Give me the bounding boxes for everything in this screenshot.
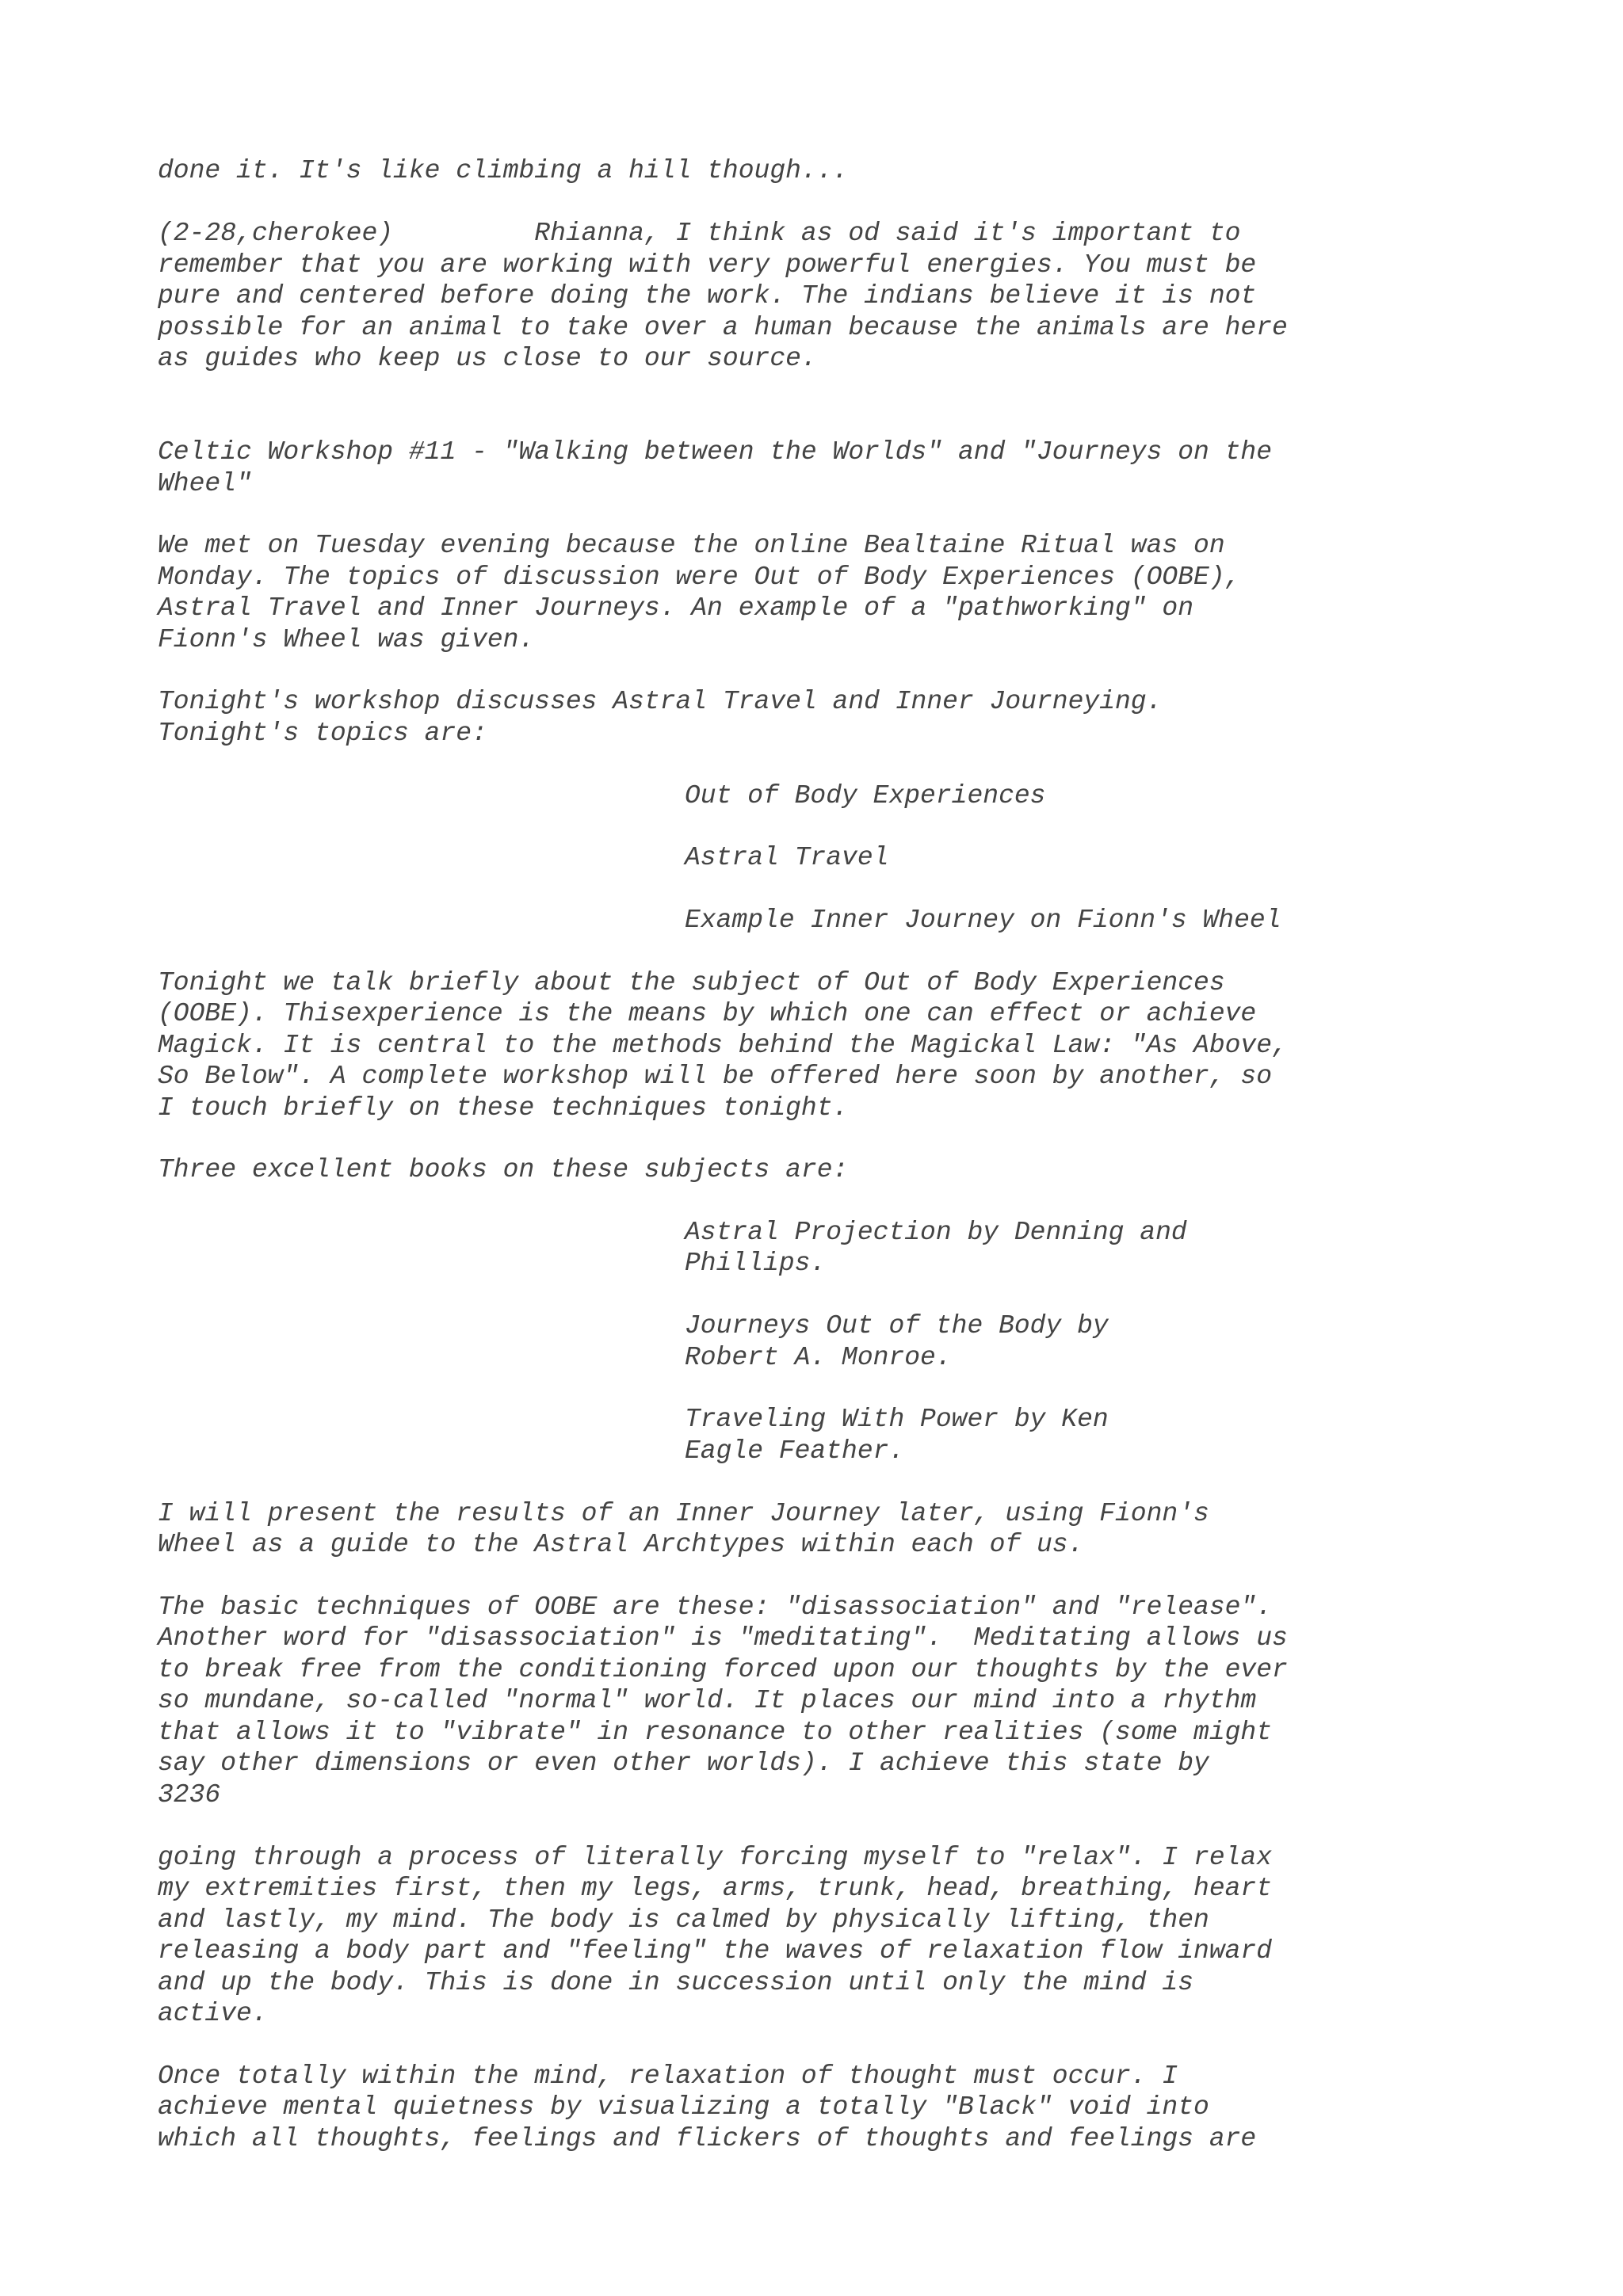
cherokee-post-line: possible for an animal to take over a human because the animals are here: [158, 313, 1288, 342]
techniques-paragraph-line: to break free from the conditioning forced upon our thoughts by the ever: [158, 1655, 1288, 1684]
cherokee-post-line: as guides who keep us close to our source.: [158, 344, 817, 373]
relax-paragraph-line: going through a process of literally forcing myself to "relax". I relax: [158, 1843, 1273, 1872]
book-item-line: Phillips.: [685, 1249, 827, 1278]
inner-journey-paragraph-line: I will present the results of an Inner Journey later, using Fionn's: [158, 1499, 1209, 1528]
oobe-paragraph-line: Magick. It is central to the methods behind the Magickal Law: "As Above,: [158, 1031, 1288, 1060]
cherokee-post-line: remember that you are working with very powerful energies. You must be: [158, 250, 1257, 280]
cherokee-post-line: (2-28,cherokee) Rhianna, I think as od said it's important to: [158, 219, 1241, 248]
relax-paragraph-line: releasing a body part and "feeling" the waves of relaxation flow inward: [158, 1936, 1273, 1966]
book-item-line: Astral Projection by Denning and: [685, 1218, 1187, 1247]
mind-paragraph-line: achieve mental quietness by visualizing a totally "Black" void into: [158, 2092, 1209, 2122]
intro-paragraph-line: Astral Travel and Inner Journeys. An example of a "pathworking" on: [158, 593, 1194, 623]
topic-item: Out of Body Experiences: [685, 781, 1046, 810]
book-item-line: Robert A. Monroe.: [685, 1343, 952, 1372]
relax-paragraph-line: my extremities first, then my legs, arms, trunk, head, breathing, heart: [158, 1874, 1273, 1903]
workshop-title-line: Wheel": [158, 469, 252, 498]
relax-paragraph-line: and up the body. This is done in succession until only the mind is: [158, 1968, 1194, 1997]
topic-item: Astral Travel: [685, 843, 889, 872]
topic-item: Example Inner Journey on Fionn's Wheel: [685, 906, 1281, 935]
cherokee-post-line: pure and centered before doing the work. The indians believe it is not: [158, 281, 1257, 311]
relax-paragraph-line: and lastly, my mind. The body is calmed by physically lifting, then: [158, 1905, 1209, 1935]
techniques-paragraph-line: so mundane, so-called "normal" world. It places our mind into a rhythm: [158, 1686, 1257, 1715]
book-item-line: Eagle Feather.: [685, 1436, 905, 1466]
intro-paragraph-line: We met on Tuesday evening because the online Bealtaine Ritual was on: [158, 531, 1225, 560]
tonight-paragraph-line: Tonight's workshop discusses Astral Travel and Inner Journeying.: [158, 687, 1163, 716]
page-number: 3236: [158, 1780, 221, 1810]
intro-paragraph-line: Fionn's Wheel was given.: [158, 625, 535, 654]
workshop-title-line: Celtic Workshop #11 - "Walking between the Worlds" and "Journeys on the: [158, 437, 1273, 467]
oobe-paragraph-line: (OOBE). Thisexperience is the means by which one can effect or achieve: [158, 999, 1257, 1028]
relax-paragraph-line: active.: [158, 1999, 268, 2028]
intro-paragraph-line: Monday. The topics of discussion were Out of Body Experiences (OOBE),: [158, 563, 1241, 592]
techniques-paragraph-line: The basic techniques of OOBE are these: "disassociation" and "release".: [158, 1592, 1273, 1622]
continuation-line: done it. It's like climbing a hill though...: [158, 156, 849, 185]
tonight-paragraph-line: Tonight's topics are:: [158, 719, 487, 748]
techniques-paragraph-line: say other dimensions or even other worlds). I achieve this state by: [158, 1749, 1209, 1778]
techniques-paragraph-line: Another word for "disassociation" is "meditating". Meditating allows us: [158, 1623, 1288, 1653]
inner-journey-paragraph-line: Wheel as a guide to the Astral Archtypes within each of us.: [158, 1530, 1084, 1559]
oobe-paragraph-line: Tonight we talk briefly about the subject of Out of Body Experiences: [158, 968, 1225, 997]
book-item-line: Journeys Out of the Body by: [685, 1311, 1109, 1341]
books-intro-line: Three excellent books on these subjects are:: [158, 1155, 849, 1184]
mind-paragraph-line: which all thoughts, feelings and flickers of thoughts and feelings are: [158, 2124, 1257, 2153]
book-item-line: Traveling With Power by Ken: [685, 1405, 1109, 1434]
mind-paragraph-line: Once totally within the mind, relaxation of thought must occur. I: [158, 2061, 1178, 2091]
oobe-paragraph-line: So Below". A complete workshop will be offered here soon by another, so: [158, 1062, 1273, 1091]
oobe-paragraph-line: I touch briefly on these techniques tonight.: [158, 1093, 849, 1123]
techniques-paragraph-line: that allows it to "vibrate" in resonance to other realities (some might: [158, 1718, 1273, 1747]
